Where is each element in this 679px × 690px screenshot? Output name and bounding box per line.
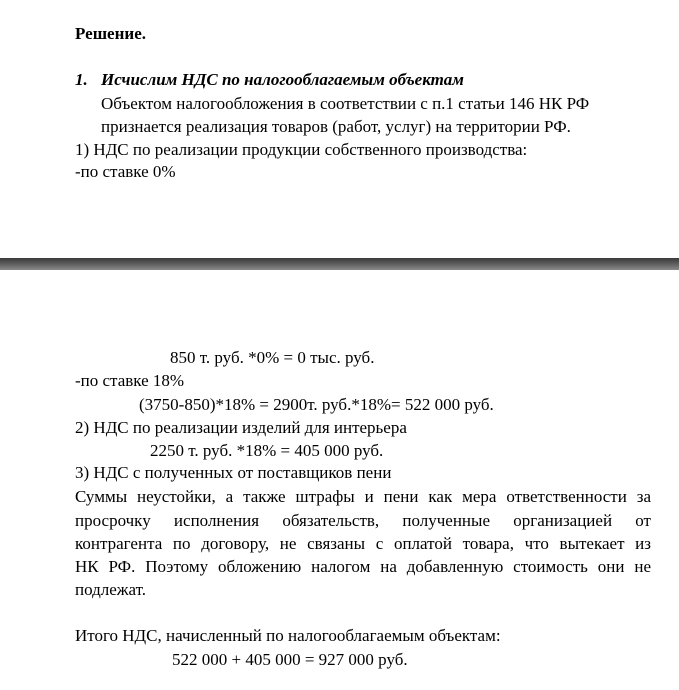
item-3-paragraph-line-5: подлежат. (75, 580, 147, 599)
section-1-intro-line-2: признается реализация товаров (работ, услуг) на территории РФ. (101, 117, 571, 136)
item-1-rate0-label: -по ставке 0% (75, 162, 176, 181)
item-3-title: 3) НДС с полученных от поставщиков пени (75, 463, 392, 482)
item-2-calc: 2250 т. руб. *18% = 405 000 руб. (150, 441, 384, 460)
item-1-title: 1) НДС по реализации продукции собственного производства: (75, 140, 528, 159)
solution-heading: Решение. (75, 24, 146, 43)
total-label: Итого НДС, начисленный по налогооблагаемым объектам: (75, 626, 501, 645)
item-1-rate18-label: -по ставке 18% (75, 371, 185, 390)
section-1-intro-line-1: Объектом налогообложения в соответствии с п.1 статьи 146 НК РФ (101, 94, 590, 113)
item-3-paragraph-line-1: Суммы неустойки, а также штрафы и пени как мера ответственности за (75, 487, 651, 506)
item-1-rate18-calc: (3750-850)*18% = 2900т. руб.*18%= 522 000 руб. (139, 395, 494, 414)
page-break-divider (0, 258, 679, 270)
item-3-paragraph-line-2: просрочку исполнения обязательств, полученные организацией от (75, 511, 651, 530)
section-1-title: Исчислим НДС по налогооблагаемым объектам (101, 70, 464, 89)
section-1-number: 1. (75, 70, 88, 89)
total-calc: 522 000 + 405 000 = 927 000 руб. (172, 650, 408, 669)
item-3-paragraph-line-4: НК РФ. Поэтому обложению налогом на добавленную стоимость они не (75, 557, 651, 576)
item-3-paragraph-line-3: контрагента по договору, не связаны с оплатой товара, что вытекает из (75, 534, 651, 553)
item-2-title: 2) НДС по реализации изделий для интерьера (75, 418, 407, 437)
item-1-rate0-calc: 850 т. руб. *0% = 0 тыс. руб. (170, 348, 375, 367)
